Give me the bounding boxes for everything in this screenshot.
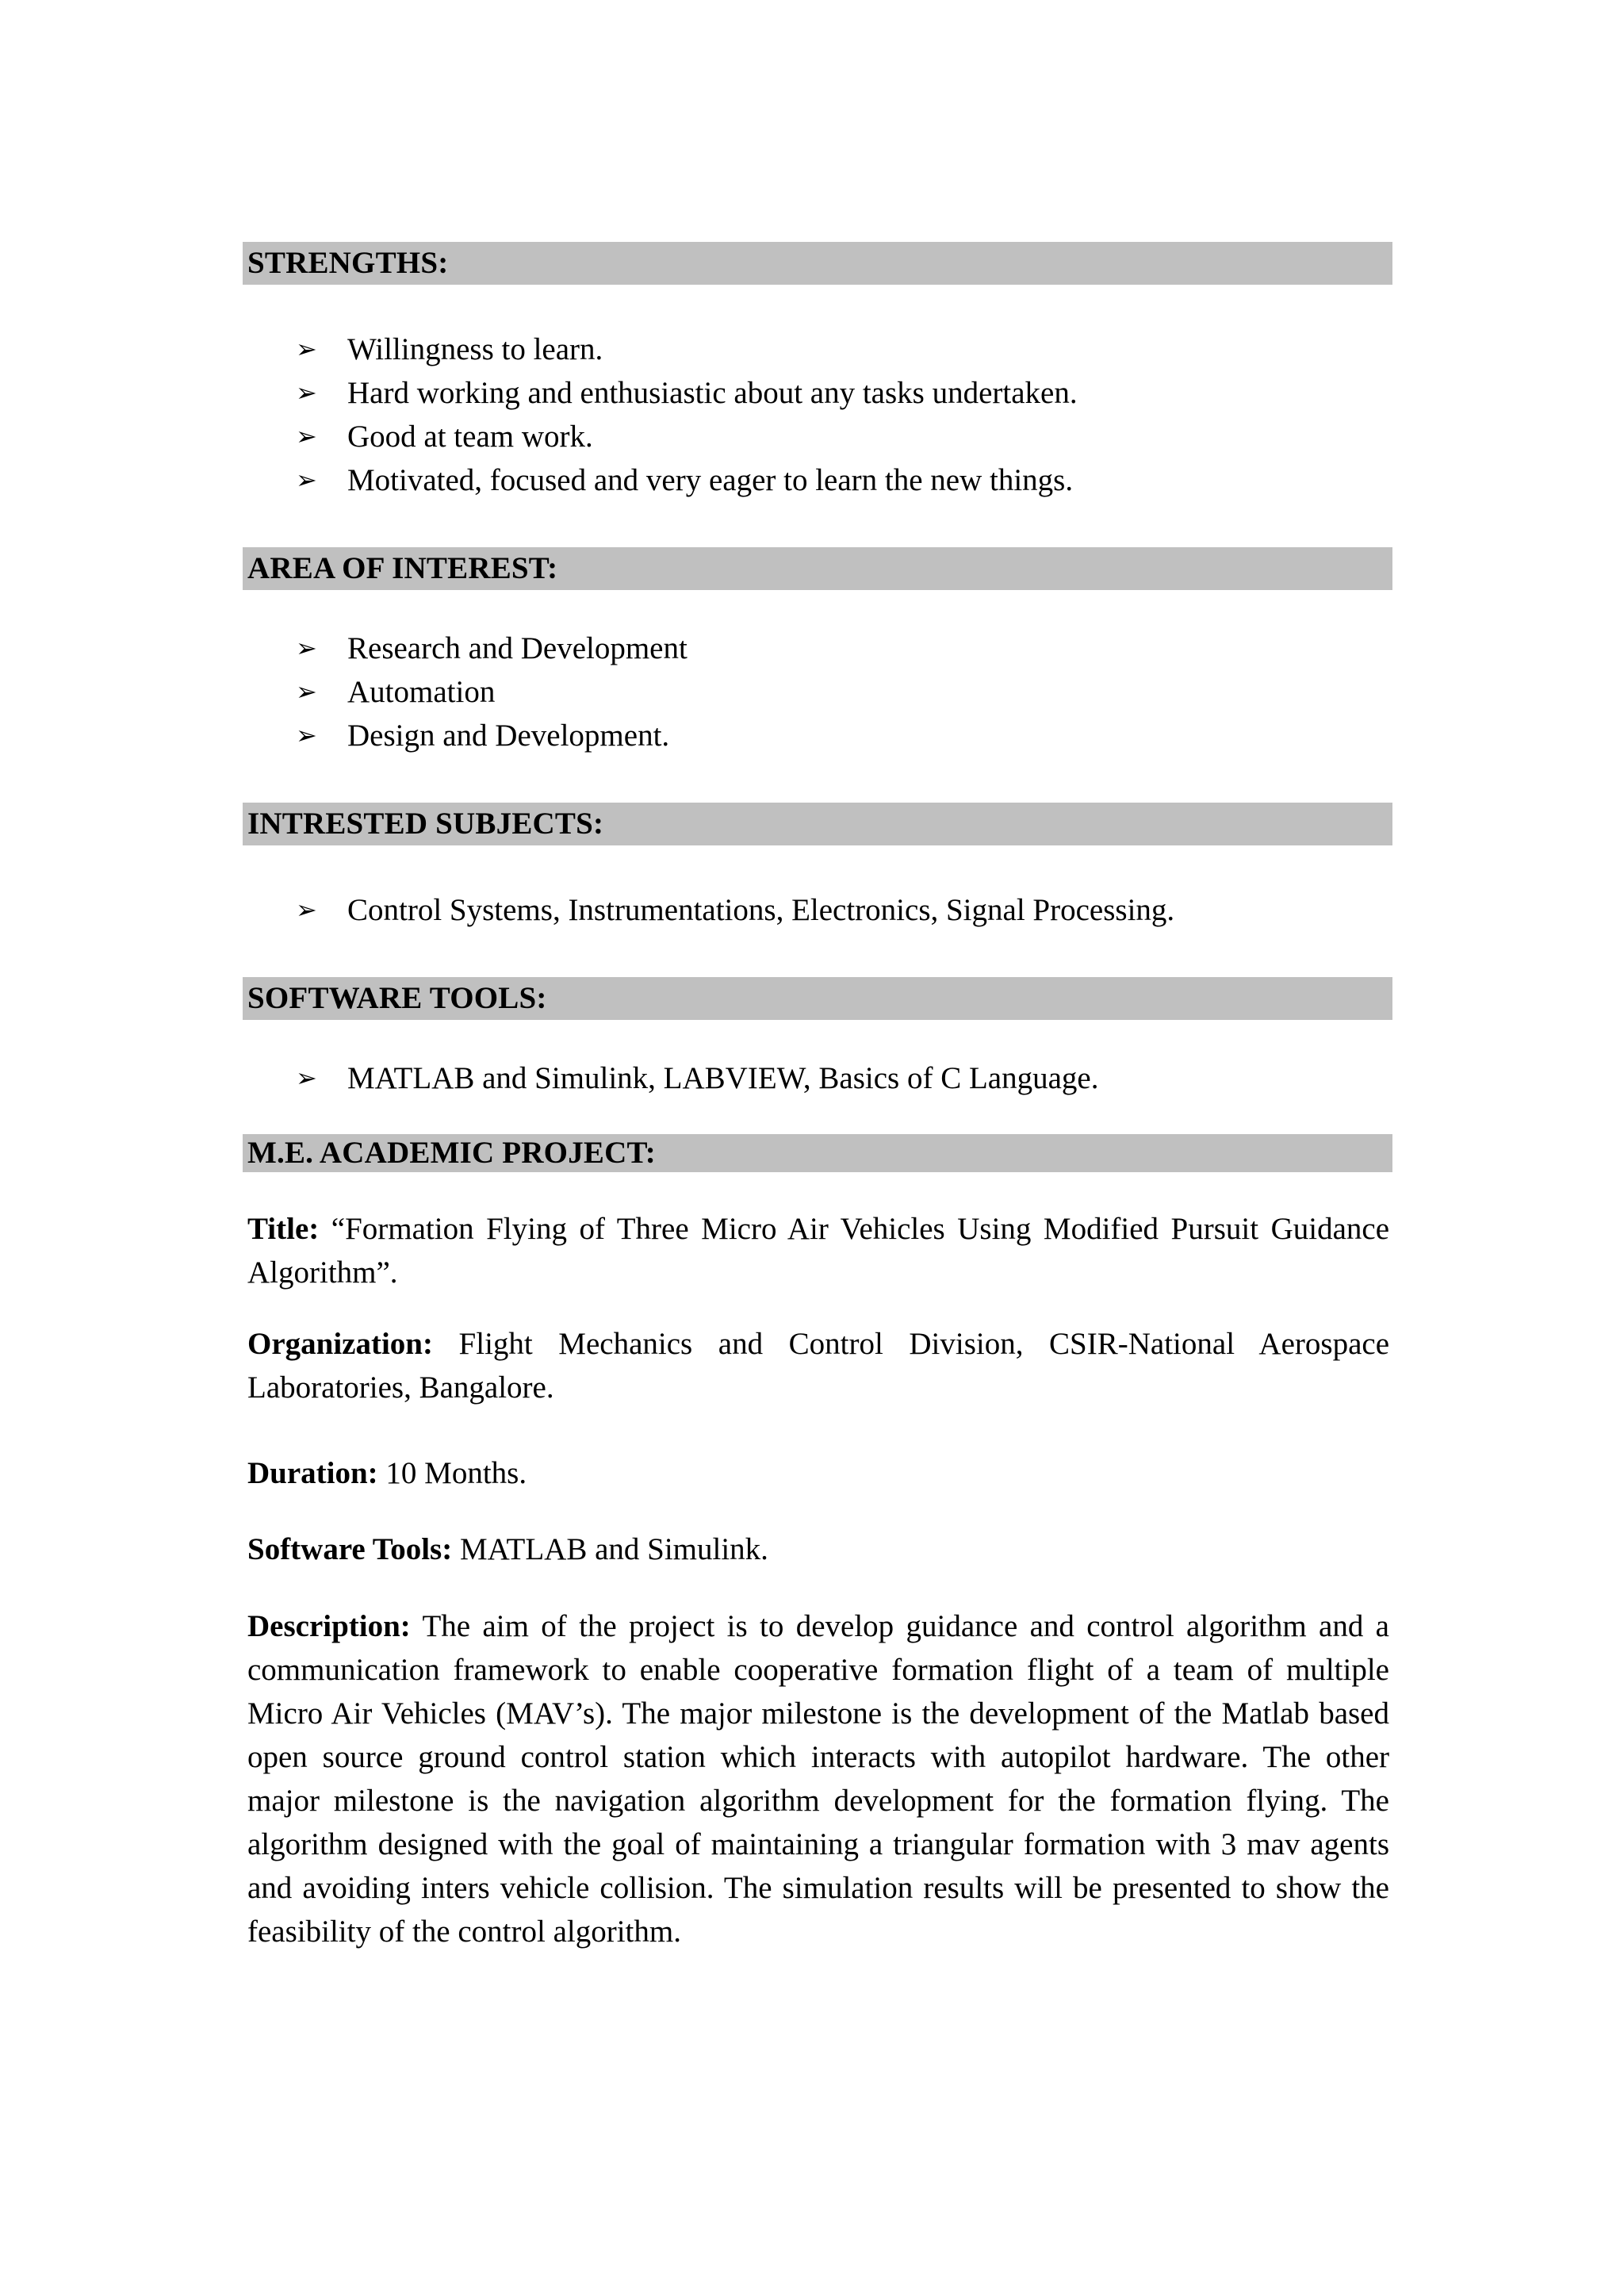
arrowhead-bullet-icon: ➢ <box>296 1063 317 1093</box>
arrowhead-bullet-icon: ➢ <box>296 334 317 364</box>
list-item <box>293 627 688 670</box>
arrowhead-bullet-icon: ➢ <box>296 378 317 408</box>
strengths-heading: STRENGTHS: <box>243 242 1392 285</box>
list-item <box>293 888 1174 932</box>
project-software-tools <box>247 1527 1389 1571</box>
project-description-value: The aim of the project is to develop guidance and control algorithm and a communication framework to enable cooperative formation flight of a team of multiple Micro Air Vehicles (MAV’s). The major milestone is the development of the Matlab based open source ground control station which interacts with autopilot hardware. The other major milestone is the navigation algorithm development for the formation flying. The algorithm designed with the goal of maintaining a triangular formation with 3 mav agents and avoiding inters vehicle collision. The simulation results will be presented to show the feasibility of the control algorithm. <box>247 1609 1389 1949</box>
list-item-text: MATLAB and Simulink, LABVIEW, Basics of C Language. <box>347 1061 1099 1095</box>
list-item <box>293 1056 1098 1100</box>
interested-subjects-list <box>293 888 1174 932</box>
area-of-interest-heading: AREA OF INTEREST: <box>243 547 1392 590</box>
area-of-interest-list <box>293 627 688 757</box>
project-software-tools-label: Software Tools: <box>247 1532 453 1566</box>
list-item-text: Motivated, focused and very eager to learn the new things. <box>347 463 1074 497</box>
arrowhead-bullet-icon: ➢ <box>296 465 317 495</box>
list-item <box>293 415 1078 458</box>
project-duration <box>247 1451 1389 1495</box>
list-item <box>293 714 688 757</box>
academic-project-heading: M.E. ACADEMIC PROJECT: <box>243 1134 1392 1172</box>
project-title-label: Title: <box>247 1212 320 1246</box>
arrowhead-bullet-icon: ➢ <box>296 633 317 663</box>
list-item <box>293 670 688 714</box>
arrowhead-bullet-icon: ➢ <box>296 895 317 925</box>
list-item <box>293 371 1078 415</box>
list-item-text: Control Systems, Instrumentations, Electronics, Signal Processing. <box>347 893 1175 927</box>
project-description <box>247 1604 1389 1953</box>
list-item-text: Willingness to learn. <box>347 332 603 366</box>
project-duration-label: Duration: <box>247 1456 378 1490</box>
arrowhead-bullet-icon: ➢ <box>296 720 317 750</box>
project-title-value: “Formation Flying of Three Micro Air Vehicles Using Modified Pursuit Guidance Algorithm”. <box>247 1212 1390 1290</box>
list-item <box>293 328 1078 371</box>
arrowhead-bullet-icon: ➢ <box>296 677 317 707</box>
strengths-list <box>293 328 1078 502</box>
list-item-text: Hard working and enthusiastic about any tasks undertaken. <box>347 376 1078 410</box>
project-title <box>247 1207 1389 1294</box>
project-duration-value: 10 Months. <box>385 1456 527 1490</box>
project-organization-label: Organization: <box>247 1327 433 1361</box>
project-organization <box>247 1322 1389 1409</box>
software-tools-heading: SOFTWARE TOOLS: <box>243 977 1392 1020</box>
project-organization-value: Flight Mechanics and Control Division, CSIR-National Aerospace Laboratories, Bangalore. <box>247 1327 1389 1405</box>
project-software-tools-value: MATLAB and Simulink. <box>459 1532 768 1566</box>
arrowhead-bullet-icon: ➢ <box>296 421 317 451</box>
list-item-text: Research and Development <box>347 631 688 665</box>
list-item-text: Automation <box>347 675 496 709</box>
project-description-label: Description: <box>247 1609 411 1643</box>
interested-subjects-heading: INTRESTED SUBJECTS: <box>243 803 1392 845</box>
list-item-text: Good at team work. <box>347 420 593 454</box>
list-item <box>293 458 1078 502</box>
software-tools-list <box>293 1056 1098 1100</box>
list-item-text: Design and Development. <box>347 719 670 753</box>
